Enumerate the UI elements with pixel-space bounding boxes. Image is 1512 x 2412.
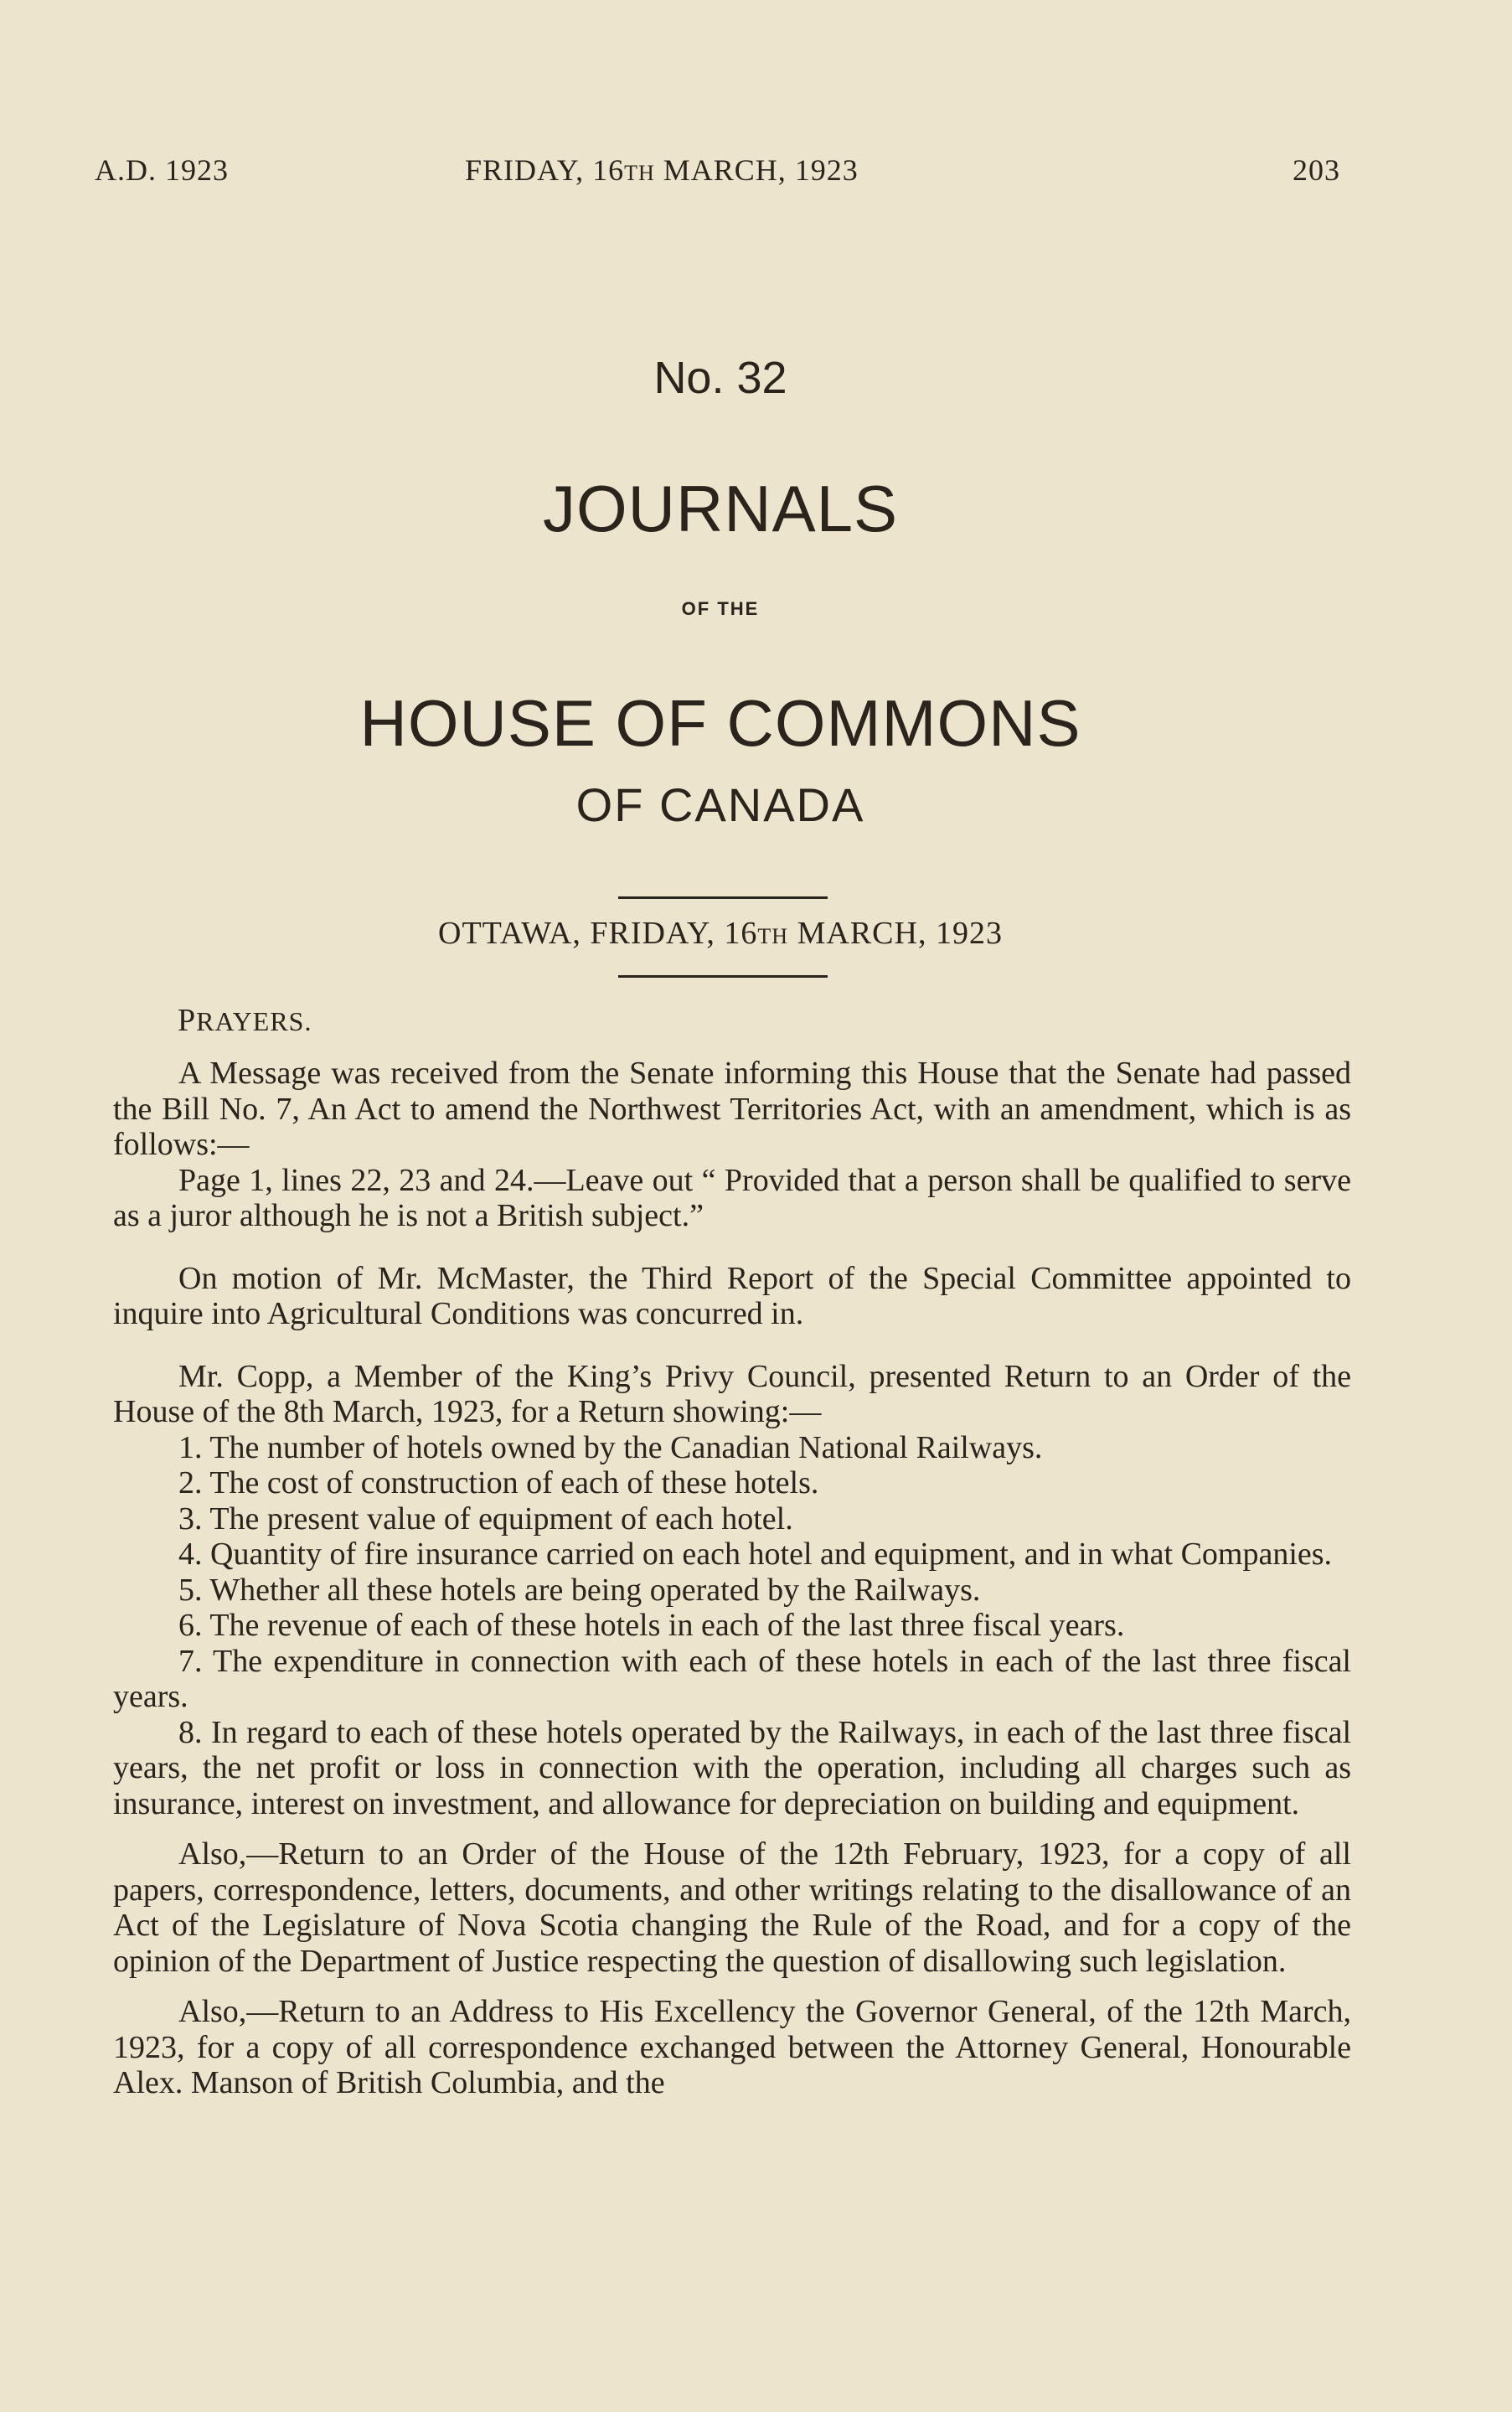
dateline-month: MARCH, 1923: [788, 916, 1003, 951]
return-item: 7. The expenditure in connection with each of these hotels in each of the last three fiscal years.: [113, 1643, 1351, 1714]
running-head-date: [465, 152, 859, 188]
prayers-heading: [178, 1002, 312, 1039]
paragraph-also-governor-general: Also,—Return to an Address to His Excellency the Governor General, of the 12th March, 1923, for a copy of all correspondence exchanged between the Attorney General, Honourable Alex. Manson of British Columbia, and the: [113, 1994, 1351, 2100]
journal-body: [113, 1056, 1351, 2101]
running-head-year: A.D. 1923: [95, 153, 229, 187]
return-item: 1. The number of hotels owned by the Canadian National Railways.: [178, 1429, 1043, 1465]
prayers-initial: P: [178, 1003, 197, 1038]
running-head: [0, 152, 1512, 194]
page-number: 203: [1293, 153, 1340, 187]
running-head-date-month: MARCH, 1923: [654, 153, 859, 187]
of-canada-subtitle: OF CANADA: [575, 778, 865, 831]
return-item: 2. The cost of construction of each of these hotels.: [178, 1465, 819, 1500]
journals-title: JOURNALS: [542, 472, 899, 545]
running-head-date-day: FRIDAY, 16: [465, 153, 625, 187]
return-item: 6. The revenue of each of these hotels in each of the last three fiscal years.: [178, 1608, 1125, 1643]
paragraph-also-nova-scotia: Also,—Return to an Order of the House of the 12th February, 1923, for a copy of all papers, correspondence, letters, documents, and other writings relating to the disallowance of an Act of the Legislature of Nova Scotia changing the Rule of the Road, and for a copy of the opinion of the Department of Justice respecting the question of disallowing such legislation.: [113, 1836, 1351, 1979]
divider-top: [618, 896, 828, 899]
return-item: 8. In regard to each of these hotels operated by the Railways, in each of the last three fiscal years, the net profit or loss in connection with the operation, including all charges such as insurance, interest on investment, and allowance for depreciation on building and equipment.: [113, 1714, 1351, 1821]
paragraph-senate-message: A Message was received from the Senate informing this House that the Senate had passed the Bill No. 7, An Act to amend the Northwest Territories Act, with an amendment, which is as follows:—: [113, 1056, 1351, 1162]
of-the-label: OF THE: [681, 598, 760, 619]
divider-bottom: [618, 975, 828, 978]
dateline-day: OTTAWA, FRIDAY, 16: [438, 916, 758, 951]
issue-number: No. 32: [653, 353, 787, 403]
paragraph-amendment: Page 1, lines 22, 23 and 24.—Leave out “ Provided that a person shall be qualified to serve as a juror although he is not a British subject.”: [113, 1162, 1351, 1233]
paragraph-mcmaster-motion: On motion of Mr. McMaster, the Third Report of the Special Committee appointed to inquire into Agricultural Conditions was concurred in.: [113, 1260, 1351, 1331]
return-item: 3. The present value of equipment of each hotel.: [178, 1500, 793, 1537]
running-head-date-suffix: TH: [624, 161, 655, 185]
paragraph-copp-return: Mr. Copp, a Member of the King’s Privy Council, presented Return to an Order of the House of the 8th March, 1923, for a Return showing:—: [113, 1358, 1351, 1429]
return-item: 5. Whether all these hotels are being operated by the Railways.: [178, 1572, 981, 1608]
house-of-commons-title: HOUSE OF COMMONS: [359, 686, 1081, 760]
dateline: [0, 915, 1441, 952]
prayers-rest: RAYERS.: [196, 1006, 312, 1036]
dateline-suffix: TH: [757, 924, 789, 948]
return-item: 4. Quantity of fire insurance carried on each hotel and equipment, and in what Companies.: [178, 1537, 1333, 1572]
